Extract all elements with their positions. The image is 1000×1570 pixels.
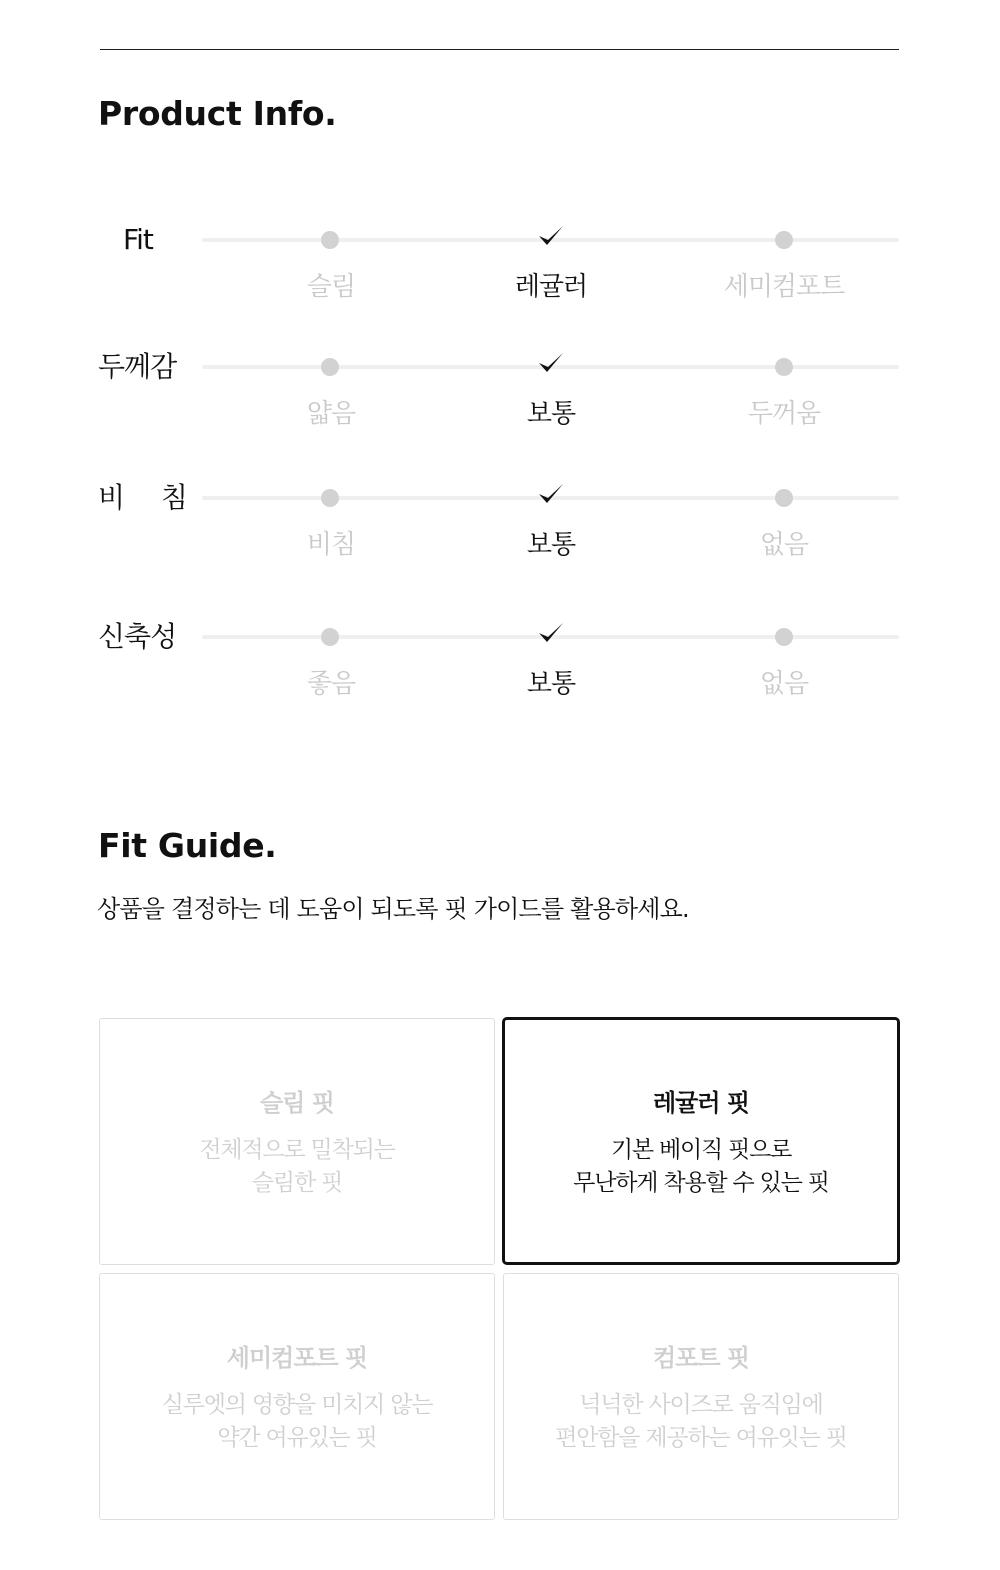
- scale-dot: [321, 231, 339, 249]
- option-label: 좋음: [306, 669, 356, 699]
- fit-card-description-line: 실루엣의 영향을 미치지 않는: [161, 1392, 433, 1418]
- attribute-row-stretch: [0, 617, 1000, 697]
- option-label: 없음: [759, 669, 809, 699]
- option-label: 없음: [759, 530, 809, 560]
- fit-guide-description: 상품을 결정하는 데 도움이 되도록 핏 가이드를 활용하세요.: [97, 895, 689, 923]
- check-icon: [537, 223, 565, 249]
- fit-card-title: 레귤러 핏: [652, 1088, 750, 1117]
- check-icon: [537, 620, 565, 646]
- attribute-label: 두께감: [98, 350, 177, 383]
- attribute-label: Fit: [123, 223, 153, 256]
- option-label: 비침: [306, 530, 356, 560]
- option-label: 얇음: [306, 399, 356, 429]
- fit-card-description-line: 기본 베이직 핏으로: [610, 1136, 792, 1163]
- scale-dot: [321, 628, 339, 646]
- fit-card-title: 세미컴포트 핏: [226, 1344, 368, 1372]
- fit-card-title: 슬림 핏: [260, 1089, 334, 1117]
- product-info-title: Product Info.: [98, 94, 337, 133]
- fit-card-semi-comfort: [99, 1273, 495, 1520]
- attribute-row-fit: [0, 220, 1000, 300]
- check-icon: [537, 350, 565, 376]
- fit-card-regular: [502, 1017, 900, 1265]
- fit-card-description-line: 약간 여유있는 핏: [217, 1425, 377, 1451]
- fit-card-title: 컴포트 핏: [652, 1344, 750, 1372]
- attribute-row-thickness: [0, 347, 1000, 427]
- option-label-selected: 레귤러: [514, 272, 588, 302]
- option-label-selected: 보통: [526, 669, 576, 699]
- fit-card-description-line: 슬림한 핏: [251, 1170, 343, 1196]
- scale-dot: [775, 628, 793, 646]
- fit-card-slim: [99, 1018, 495, 1265]
- fit-guide-title: Fit Guide.: [98, 826, 277, 865]
- fit-card-description-line: 넉넉한 사이즈로 움직임에: [579, 1392, 823, 1418]
- attribute-label: 신축성: [98, 620, 177, 653]
- top-divider: [100, 49, 899, 50]
- option-label: 슬림: [306, 272, 356, 302]
- attribute-label: 비 침: [98, 481, 194, 514]
- scale-dot: [321, 358, 339, 376]
- attribute-row-sheerness: [0, 478, 1000, 558]
- scale-dot: [775, 489, 793, 507]
- option-label-selected: 보통: [526, 399, 576, 429]
- fit-card-description-line: 편안함을 제공하는 여유잇는 핏: [555, 1425, 847, 1451]
- check-icon: [537, 481, 565, 507]
- fit-card-description-line: 무난하게 착용할 수 있는 핏: [573, 1169, 829, 1196]
- scale-dot: [321, 489, 339, 507]
- option-label: 세미컴포트: [723, 272, 845, 302]
- scale-dot: [775, 231, 793, 249]
- fit-card-comfort: [503, 1273, 899, 1520]
- option-label: 두꺼움: [747, 399, 821, 429]
- scale-dot: [775, 358, 793, 376]
- fit-card-description-line: 전체적으로 밀착되는: [199, 1137, 395, 1163]
- option-label-selected: 보통: [526, 530, 576, 560]
